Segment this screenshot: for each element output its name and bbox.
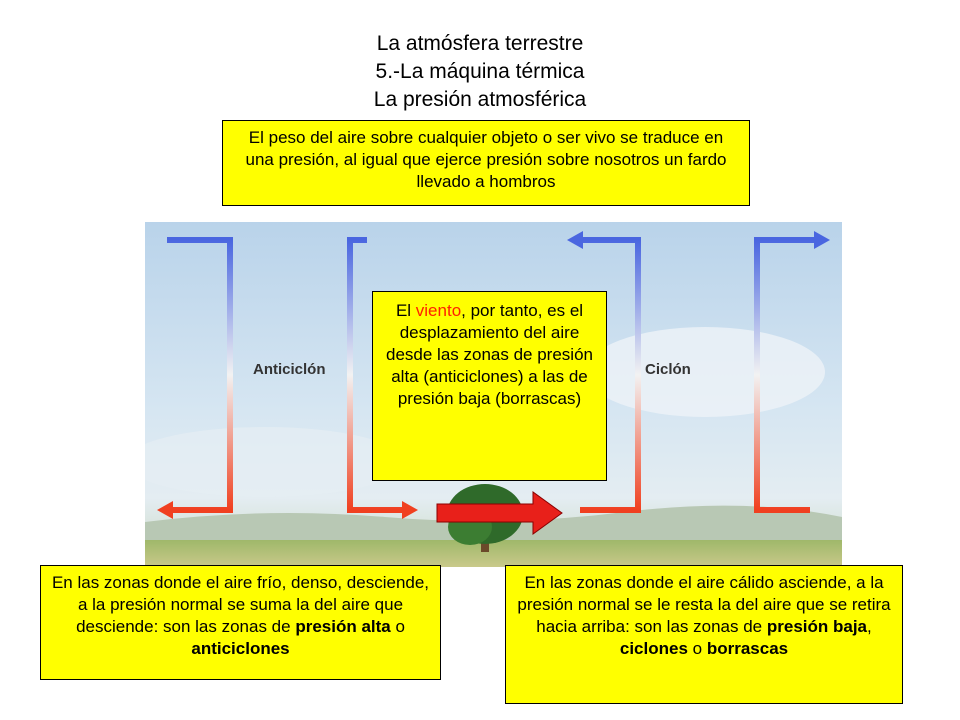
cyclone-label: Ciclón (645, 361, 691, 378)
high-pressure-box (40, 565, 441, 680)
anticyclone-label: Anticiclón (253, 361, 326, 378)
wind-text-pre: El (395, 301, 416, 320)
storms-term: borrascas (706, 639, 789, 658)
low-pressure-box (505, 565, 903, 704)
wind-text-post: , por tanto, es el desplazamiento del aire desde las zonas de presión alta (anticiclones) a las de presión baja (borrascas) (386, 301, 593, 408)
title-line-2: 5.-La máquina térmica (375, 60, 585, 83)
low-pressure-connector-2: o (687, 639, 707, 658)
high-pressure-term: presión alta (295, 617, 391, 636)
anticyclones-term: anticiclones (191, 639, 290, 658)
title-line-1: La atmósfera terrestre (376, 32, 584, 55)
slide-title (0, 30, 960, 114)
title-line-3: La presión atmosférica (373, 88, 587, 111)
pressure-definition-text: El peso del aire sobre cualquier objeto o ser vivo se traduce en una presión, al igual que ejerce presión sobre nosotros un fardo llevado a hombros (245, 128, 727, 191)
grass-ground (145, 540, 842, 567)
high-pressure-text: En las zonas donde el aire frío, denso, desciende, a la presión normal se suma la del aire que desciende: son las zonas de (51, 573, 430, 636)
cyclones-term: ciclones (619, 639, 688, 658)
high-pressure-connector: o (390, 617, 405, 636)
wind-keyword: viento (415, 301, 462, 320)
pressure-definition-box (222, 120, 750, 206)
cloud (585, 327, 825, 417)
low-pressure-text: En las zonas donde el aire cálido asciende, a la presión normal se le resta la del aire que se retira hacia arriba: son las zonas de (517, 573, 891, 636)
wind-explanation-box (372, 291, 607, 481)
low-pressure-connector-1: , (867, 617, 872, 636)
low-pressure-term: presión baja (766, 617, 867, 636)
